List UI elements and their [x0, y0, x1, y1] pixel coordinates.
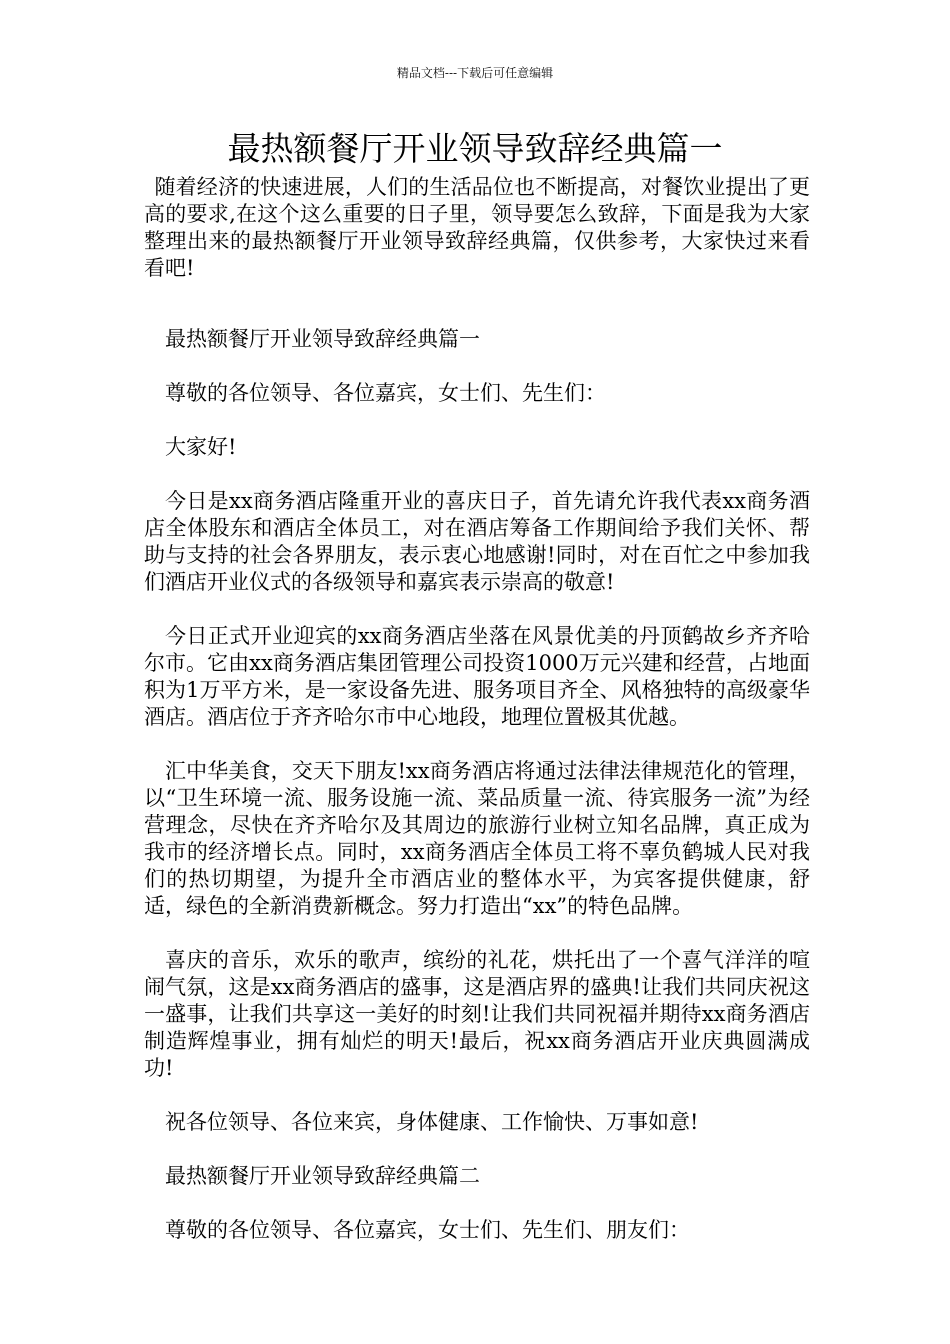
intro-paragraph: 随着经济的快速进展，人们的生活品位也不断提高，对餐饮业提出了更高的要求,在这个这么重要的日子里，领导要怎么致辞，下面是我为大家整理出来的最热额餐厅开业领导致辞经典篇，仅供参考，大家快过来看看吧!: [144, 175, 810, 280]
body-paragraph: 今日是xx商务酒店隆重开业的喜庆日子，首先请允许我代表xx商务酒店全体股东和酒店全体员工，对在酒店筹备工作期间给予我们关怀、帮助与支持的社会各界朋友，表示衷心地感谢!同时，对在百忙之中参加我们酒店开业仪式的各级领导和嘉宾表示崇高的敬意!: [144, 489, 810, 594]
section-heading-2: 最热额餐厅开业领导致辞经典篇二: [165, 1164, 480, 1188]
section-heading-1: 最热额餐厅开业领导致辞经典篇一: [165, 327, 480, 351]
salutation-2: 尊敬的各位领导、各位嘉宾，女士们、先生们、朋友们：: [165, 1218, 690, 1242]
body-paragraph: 汇中华美食，交天下朋友!xx商务酒店将通过法律法律规范化的管理，以“卫生环境一流、服务设施一流、菜品质量一流、待宾服务一流”为经营理念，尽快在齐齐哈尔及其周边的旅游行业树立知名品牌，真正成为我市的经济增长点。同时，xx商务酒店全体员工将不辜负鹤城人民对我们的热切期望，为提升全市酒店业的整体水平，为宾客提供健康，舒适，绿色的全新消费新概念。努力打造出“xx”的特色品牌。: [144, 759, 810, 918]
body-paragraph: 今日正式开业迎宾的xx商务酒店坐落在风景优美的丹顶鹤故乡齐齐哈尔市。它由xx商务酒店集团管理公司投资1000万元兴建和经营，占地面积为1万平方米，是一家设备先进、服务项目齐全、风格独特的高级豪华酒店。酒店位于齐齐哈尔市中心地段，地理位置极其优越。: [144, 624, 810, 729]
salutation: 尊敬的各位领导、各位嘉宾，女士们、先生们：: [165, 381, 606, 405]
greeting: 大家好!: [165, 435, 237, 459]
closing-wish: 祝各位领导、各位来宾，身体健康、工作愉快、万事如意!: [165, 1110, 699, 1134]
body-paragraph: 喜庆的音乐，欢乐的歌声，缤纷的礼花，烘托出了一个喜气洋洋的喧闹气氛，这是xx商务酒店的盛事，这是酒店界的盛典!让我们共同庆祝这一盛事，让我们共享这一美好的时刻!让我们共同祝福并期待xx商务酒店制造辉煌事业，拥有灿烂的明天!最后，祝xx商务酒店开业庆典圆满成功!: [144, 948, 810, 1080]
header-note: 精品文档---下载后可任意编辑: [396, 66, 554, 80]
document-body: [144, 174, 810, 1244]
document-title: 最热额餐厅开业领导致辞经典篇一: [227, 129, 723, 168]
